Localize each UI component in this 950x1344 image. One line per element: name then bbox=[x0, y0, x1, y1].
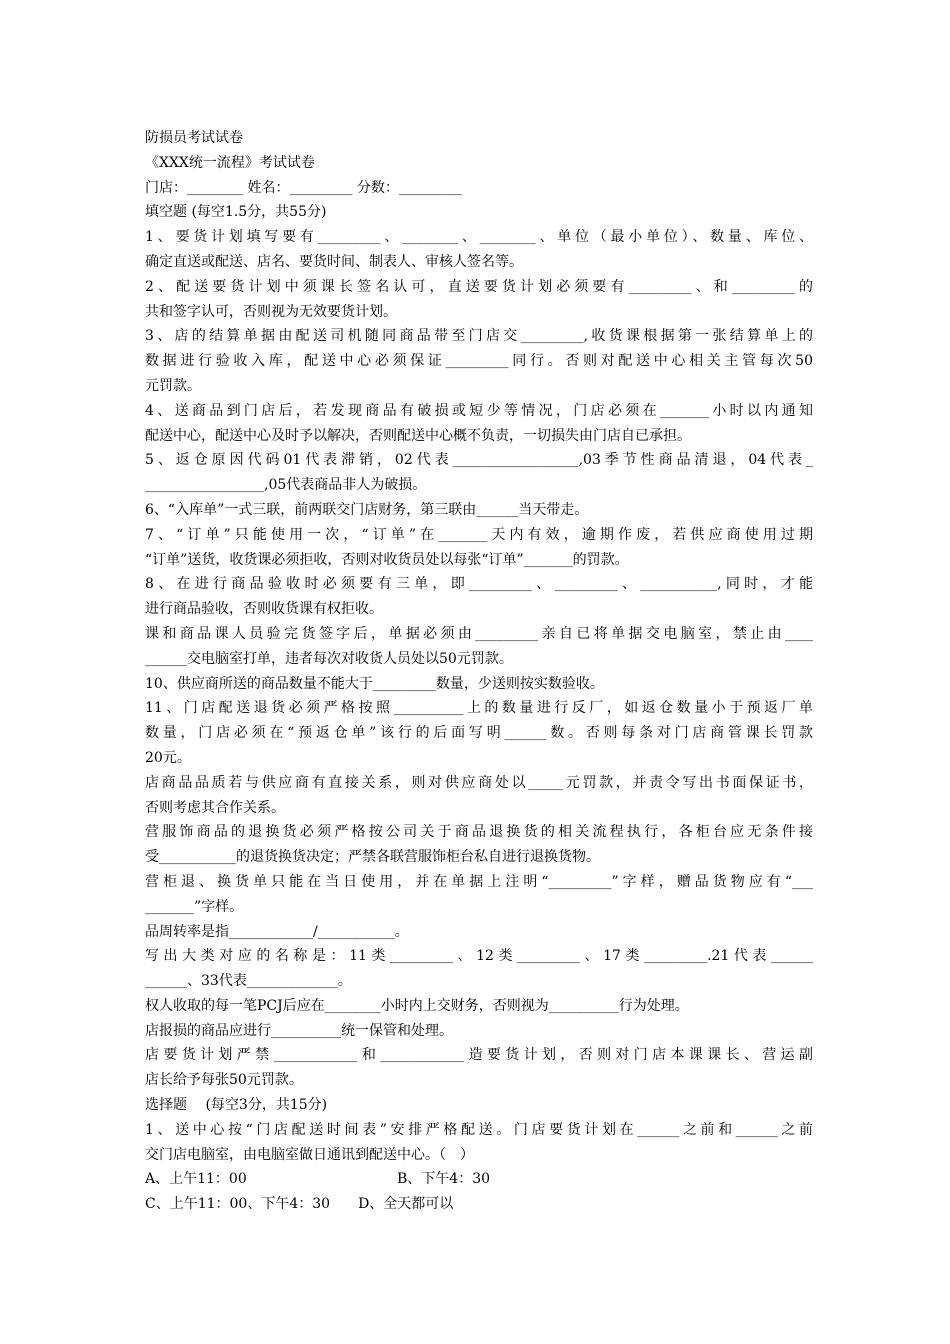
question-1-line-2: 确定直送或配送、店名、要货时间、制表人、审核人签名等。 bbox=[145, 253, 523, 270]
question-2-line-1: 2、配送要货计划中须课长签名认可，直送要货计划必须要有_________、和_________的 bbox=[145, 278, 813, 295]
question-16-line-2: ______、33代表_____________。 bbox=[145, 973, 352, 990]
question-10 bbox=[145, 672, 813, 697]
question-5-line-1: 5、返仓原因代码01代表滞销，02代表__________________,03季节性商品清退，04代表_ bbox=[145, 452, 813, 469]
question-3 bbox=[145, 324, 813, 398]
question-7-line-2: “订单”送货，收货课必须拒收，否则对收货员处以每张“订单”_______的罚款。 bbox=[145, 551, 629, 568]
choice-question-1-line-1: 1、送中心按“门店配送时间表”安排严格配送。门店要货计划在______之前和______之前 bbox=[145, 1121, 813, 1138]
question-1 bbox=[145, 225, 813, 275]
question-9 bbox=[145, 622, 813, 672]
question-8-line-2: 进行商品验收，否则收货课有权拒收。 bbox=[145, 601, 383, 618]
question-1-line-1: 1、要货计划填写要有_________、________、________、单位（最小单位）、数量、库位、 bbox=[145, 229, 813, 246]
question-11 bbox=[145, 696, 813, 770]
question-11-line-2: 数量，门店必须在“预返仓单”该行的后面写明______数。否则每条对门店商管课长罚款 bbox=[145, 725, 813, 742]
choice-options-row-1 bbox=[145, 1167, 813, 1192]
question-5-line-2: _________________,05代表商品非人为破损。 bbox=[145, 477, 427, 494]
option-b: B、下午4：30 bbox=[397, 1171, 491, 1188]
question-19-line-1: 店要货计划严禁____________和____________造要货计划，否则对门店本课课长、营运副 bbox=[145, 1047, 813, 1064]
question-6 bbox=[145, 498, 813, 523]
exam-subtitle: 《XXX统一流程》考试试卷 bbox=[145, 154, 315, 171]
question-11-line-3: 20元。 bbox=[145, 749, 191, 766]
document-title: 防损员考试试卷 bbox=[145, 130, 243, 146]
question-7-line-1: 7、“订单”只能使用一次，“订单”在_______天内有效，逾期作废，若供应商使用过期 bbox=[145, 526, 813, 543]
question-4-line-2: 配送中心，配送中心及时予以解决，否则配送中心概不负责，一切损失由门店自已承担。 bbox=[145, 427, 691, 444]
exam-info-line: 门店：________ 姓名：_________ 分数：_________ bbox=[145, 179, 462, 196]
question-8-line-1: 8、在进行商品验收时必须要有三单，即_________、_________、___________,同时，才能 bbox=[145, 576, 813, 593]
question-17-line-1: 权人收取的每一笔PCJ后应在________小时内上交财务，否则视为__________行为处理。 bbox=[145, 997, 689, 1014]
question-15-line-1: 品周转率是指____________/___________。 bbox=[145, 923, 409, 940]
question-3-line-3: 元罚款。 bbox=[145, 377, 201, 394]
question-12-line-1: 店商品品质若与供应商有直接关系，则对供应商处以_____元罚款，并责令写出书面保证书， bbox=[145, 774, 813, 791]
question-11-line-1: 11、门店配送退货必须严格按照__________上的数量进行反厂，如返仓数量小于预返厂单 bbox=[145, 700, 813, 717]
question-14-line-2: _______”字样。 bbox=[145, 898, 244, 915]
question-19-line-2: 店长给予每张50元罚款。 bbox=[145, 1072, 303, 1089]
question-3-line-2: 数据进行验收入库，配送中心必须保证_________同行。否则对配送中心相关主管每次50 bbox=[145, 353, 813, 370]
question-6-line-1: 6、“入库单”一式三联，前两联交门店财务，第三联由______当天带走。 bbox=[145, 501, 589, 518]
question-9-line-2: ______交电脑室打单，违者每次对收货人员处以50元罚款。 bbox=[145, 650, 513, 667]
exam-document bbox=[145, 126, 813, 1217]
question-7 bbox=[145, 523, 813, 573]
question-16-line-1: 写出大类对应的名称是：11类_________、12类_________、17类_________.21代表______ bbox=[145, 948, 813, 965]
option-c: C、上午11：00、下午4：30 bbox=[145, 1196, 331, 1213]
question-13-line-2: 受___________的退货换货决定；严禁各联营服饰柜台私自进行退换货物。 bbox=[145, 849, 600, 866]
question-12-line-2: 否则考虑其合作关系。 bbox=[145, 799, 285, 816]
question-5 bbox=[145, 448, 813, 498]
option-d: D、全天都可以 bbox=[358, 1196, 454, 1213]
section-choice-heading: 选择题 (每空3分，共15分) bbox=[145, 1097, 328, 1114]
question-12 bbox=[145, 771, 813, 821]
question-16 bbox=[145, 944, 813, 994]
question-4 bbox=[145, 399, 813, 449]
question-2 bbox=[145, 275, 813, 325]
choice-question-1 bbox=[145, 1118, 813, 1217]
option-a: A、上午11：00 bbox=[145, 1171, 247, 1188]
question-9-line-1: 课和商品课人员验完货签字后，单据必须由_________亲自已将单据交电脑室，禁止由____ bbox=[145, 625, 813, 642]
question-13 bbox=[145, 820, 813, 870]
question-10-line-1: 10、供应商所送的商品数量不能大于_________数量，少送则按实数验收。 bbox=[145, 675, 604, 692]
choice-options-row-2 bbox=[145, 1192, 813, 1217]
question-8 bbox=[145, 572, 813, 622]
question-14 bbox=[145, 870, 813, 920]
question-19 bbox=[145, 1043, 813, 1093]
section-fill-in-heading: 填空题 (每空1.5分，共55分) bbox=[145, 204, 327, 221]
question-4-line-1: 4、送商品到门店后，若发现商品有破损或短少等情况，门店必须在_______小时以内通知 bbox=[145, 402, 813, 419]
question-13-line-1: 营服饰商品的退换货必须严格按公司关于商品退换货的相关流程执行，各柜台应无条件接 bbox=[145, 824, 813, 841]
question-3-line-1: 3、店的结算单据由配送司机随同商品带至门店交_________,收货课根据第一张结算单上的 bbox=[145, 328, 813, 345]
choice-question-1-line-2: 交门店电脑室，由电脑室做日通讯到配送中心。（ ） bbox=[145, 1146, 474, 1163]
question-2-line-2: 共和签字认可，否则视为无效要货计划。 bbox=[145, 303, 397, 320]
question-14-line-1: 营柜退、换货单只能在当日使用，并在单据上注明“_________”字样，赠品货物应有“___ bbox=[145, 873, 813, 890]
question-15 bbox=[145, 920, 813, 945]
question-18 bbox=[145, 1019, 813, 1044]
question-18-line-1: 店报损的商品应进行__________统一保管和处理。 bbox=[145, 1022, 453, 1039]
question-17 bbox=[145, 994, 813, 1019]
